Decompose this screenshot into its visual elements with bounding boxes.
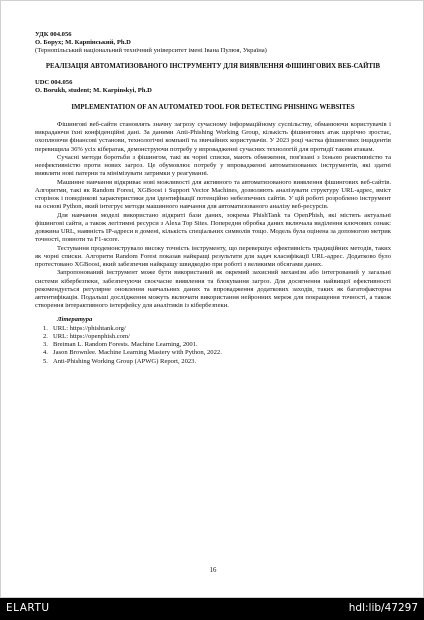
paragraph: Фішингові веб-сайти становлять значну загрозу сучасному інформаційному суспільству, обманюючи користувачів і викрадаючи їхні конфіденційні дані. За даними Anti-Phishing Working Group, кількість фішингових атак щорічно зростає, охоплюючи фінансові установи, технологічні компанії та звичайних користувачів. У 2023 році частка фішингових інцидентів перевищила 36% усіх кібератак, демонструючи потребу у впровадженні сучасних технологій для протидії таким атакам. bbox=[35, 120, 391, 153]
udc-code: UDC 004.056 bbox=[35, 79, 73, 87]
article-body bbox=[35, 31, 391, 366]
page-number: 16 bbox=[209, 567, 217, 574]
authors-en: O. Borukh, student; M. Karpinskyi, Ph.D bbox=[35, 87, 152, 95]
authors-ua: О. Борух; М. Карпінський, Ph.D bbox=[35, 39, 131, 47]
repository-footer bbox=[0, 598, 424, 620]
handle-id: hdl:lib/47297 bbox=[348, 602, 418, 614]
reference-item: 5. Anti-Phishing Working Group (APWG) Report, 2023. bbox=[43, 357, 197, 365]
title-en: IMPLEMENTATION OF AN AUTOMATED TOOL FOR DETECTING PHISHING WEBSITES bbox=[71, 104, 355, 112]
reference-item: 3. Breiman L. Random Forests. Machine Learning, 2001. bbox=[43, 341, 198, 349]
reference-item: 2. URL: https://openphish.com/ bbox=[43, 332, 130, 340]
paragraph: Для навчання моделі використано відкриті бази даних, зокрема PhishTank та OpenPhish, які містять актуальні фішингові сайти, а також легітимні ресурси з Alexa Top Sites. Попередня обробка даних включала виділення ключових ознак: довжина URL, наявність IP-адреси в домені, кількість спеціальних символів тощо. Модель була оцінена за допомогою метрик точності, повноти та F1-score. bbox=[35, 211, 391, 244]
references-list bbox=[35, 325, 391, 366]
paragraph: Тестування продемонструвало високу точність інструменту, що перевершує ефективність традиційних методів, таких як чорні списки. Алгоритм Random Forest показав найкращі результати для задач класифікації URL-адрес. Додатково було протестовано XGBoost, який забезпечив найкращу швидкодію при роботі з великими обсягами даних. bbox=[35, 244, 391, 269]
affiliation: (Тернопільський національний технічний університет імені Івана Пулюя, Україна) bbox=[35, 47, 267, 55]
paragraph: Запропонований інструмент може бути використаний як окремий захисний механізм або інтегрований у загальні системи кібербезпеки, забезпечуючи своєчасне виявлення та блокування загроз. Для досягнення найвищої ефективності рекомендується регулярне оновлення навчальних даних та впровадження додаткових заходів, таких як багатофакторна автентифікація. Подальші дослідження можуть включати використання нейронних мереж для покращення точності, а також створення інтерактивного інтерфейсу для аналітиків із кібербезпеки. bbox=[35, 269, 391, 310]
paragraph: Сучасні методи боротьби з фішингом, такі як чорні списки, мають обмеження, пов'язані з їхньою реактивністю та неефективністю проти нових загроз. Це обумовлює потребу у впровадженні автоматизованих інструментів, які здатні виявляти нові патерни та мінімізувати затримки у реагуванні. bbox=[35, 153, 391, 178]
reference-item: 4. Jason Brownlee. Machine Learning Mastery with Python, 2022. bbox=[43, 349, 222, 357]
repository-name: ELARTU bbox=[6, 602, 50, 614]
title-ua: РЕАЛІЗАЦІЯ АВТОМАТИЗОВАНОГО ІНСТРУМЕНТУ ДЛЯ ВИЯВЛЕННЯ ФІШИНГОВИХ ВЕБ-САЙТІВ bbox=[45, 62, 381, 70]
reference-item: 1. URL: https://phishtank.org/ bbox=[43, 324, 126, 332]
paragraph: Машинне навчання відкриває нові можливості для активного та автоматизованого виявлення фішингових веб-сайтів. Алгоритми, такі як Random Forest, XGBoost і Support Vector Machines, дозволяють аналізувати структуру URL-адрес, вміст сторінок і поведінкові характеристики для ідентифікації потенційно небезпечних сайтів. У цій роботі розроблено інструмент на основі Python, який інтегрує методи машинного навчання для автоматизованого аналізу веб-ресурсів. bbox=[35, 178, 391, 211]
references-title: Література bbox=[57, 315, 93, 323]
udk-code: УДК 004.056 bbox=[35, 31, 72, 38]
